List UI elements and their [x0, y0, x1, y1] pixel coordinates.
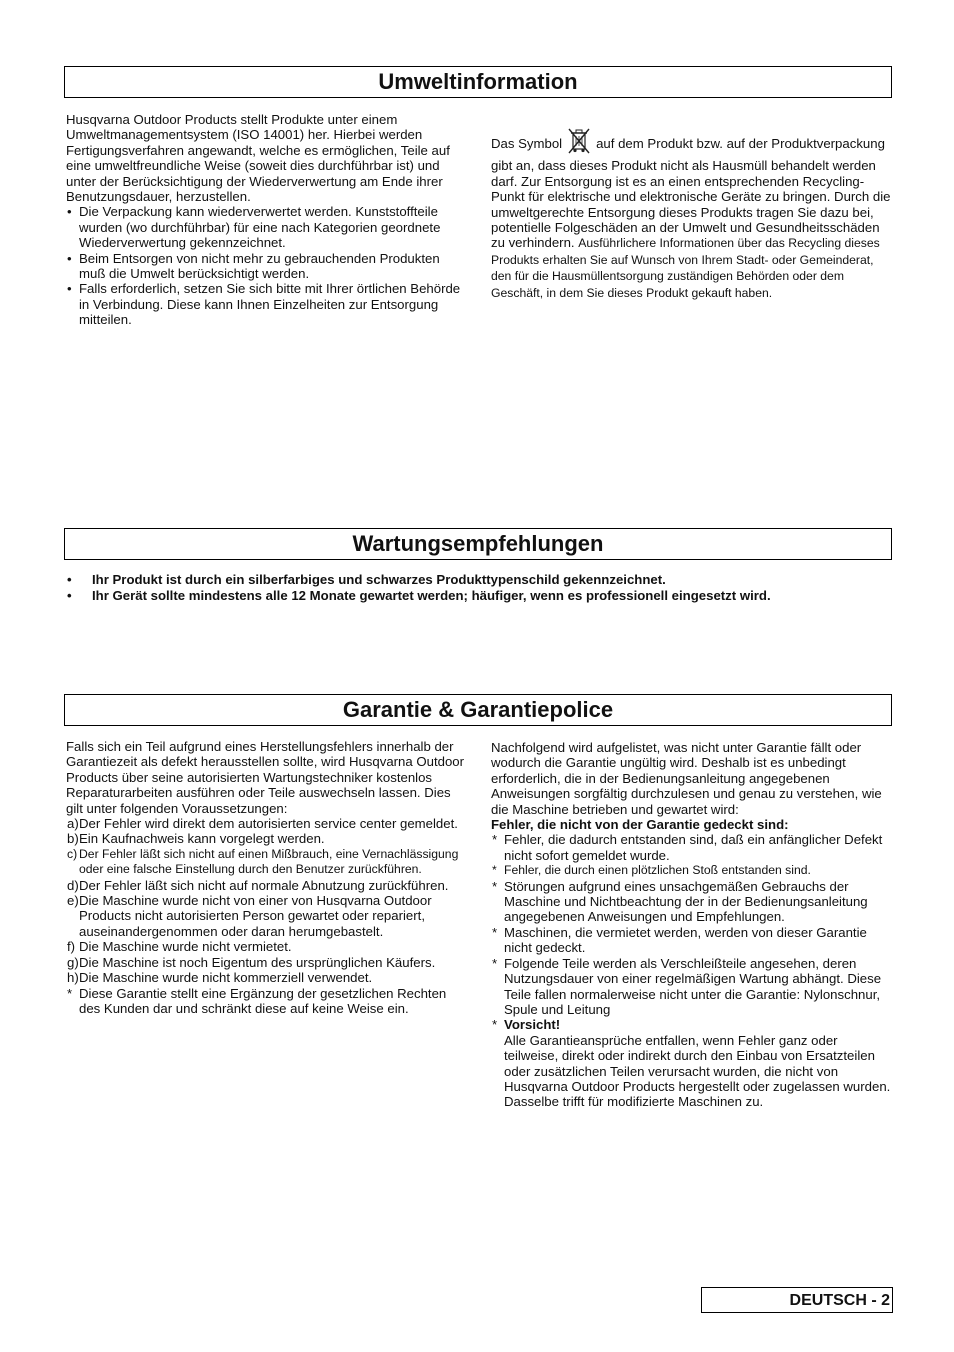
warranty-condition: * Diese Garantie stellt eine Ergänzung der gesetzlichen Rechten des Kunden dar und schränkt diese auf keine Weise ein. [67, 985, 447, 1016]
caution-heading: Vorsicht! [504, 1017, 561, 1033]
env-list-item: • Falls erforderlich, setzen Sie sich bitte mit Ihrer örtlichen Behörde in Verbindung. Diese kann Ihnen Einzelheiten zur Entsorgung mitteilen. [67, 281, 461, 328]
env-right-column [491, 127, 891, 301]
warranty-condition: c) Der Fehler läßt sich nicht auf einen Mißbrauch, eine Vernachlässigung oder eine falsche Einstellung durch den Benutzer zurückführen. [67, 846, 459, 877]
env-symbol-paragraph: Das Symbol auf dem Produkt bzw. auf der Produktverpackung gibt an, dass dieses Produkt nicht als Hausmüll behandelt werden darf. Zur Entsorgung ist es an einen entsprechenden Recycling-Punkt für elektrische und elektronische Geräte zu bringen. Durch die umweltgerechte Entsorgung dieses Produkts tragen Sie dazu bei, potentielle Folgeschäden an der Umwelt und Gesundheitsschäden zu verhindern. Ausführlichere Informationen über das Recycling dieses Produkts erhalten Sie auf Wunsch von Ihrem Stadt- oder Gemeinderat, den für die Hausmüllentsorgung zuständigen Behörden oder dem Geschäft, in dem Sie dieses Produkt gekauft haben. [491, 127, 891, 301]
warranty-condition: h) Die Maschine wurde nicht kommerziell verwendet. [67, 970, 373, 986]
warranty-caution: * Vorsicht! Alle Garantieansprüche entfallen, wenn Fehler ganz oder teilweise, direkt oder indirekt durch den Einbau von Ersatzteilen oder zusätzlichen Teilen verursacht wurden, die nicht von Husqvarna Outdoor Products hergestellt oder zugelassen wurden. Dasselbe trifft für modifizierte Maschinen zu. [492, 1017, 891, 1110]
warranty-condition: a) Der Fehler wird direkt dem autorisierten service center gemeldet. [67, 816, 458, 832]
warranty-condition: g) Die Maschine ist noch Eigentum des ursprünglichen Käufers. [67, 954, 436, 970]
page-footer-language-page: DEUTSCH - 2 [701, 1287, 893, 1313]
warranty-exclusions-heading: Fehler, die nicht von der Garantie gedeckt sind: [491, 817, 789, 833]
warranty-exclusions-intro: Nachfolgend wird aufgelistet, was nicht unter Garantie fällt oder wodurch die Garantie ungültig wird. Deshalb ist es unbedingt erforderlich, die in der Bedienungsanleitung angegebenen Anweisungen sorgfältig durchzulesen und genau zu verstehen, wie die Maschine betrieben und gewartet wird: [491, 740, 882, 817]
warranty-left-column [66, 739, 466, 1016]
env-left-column [66, 112, 466, 328]
section-title-maintenance: Wartungsempfehlungen [64, 528, 892, 560]
warranty-exclusion: * Fehler, die durch einen plötzlichen Stoß entstanden sind. [492, 863, 811, 878]
section-title-warranty: Garantie & Garantiepolice [64, 694, 892, 726]
section-title-environment: Umweltinformation [64, 66, 892, 98]
warranty-exclusion: * Fehler, die dadurch entstanden sind, daß ein anfänglicher Defekt nicht sofort gemeldet wurde. [492, 832, 883, 863]
env-intro: Husqvarna Outdoor Products stellt Produkte unter einem Umweltmanagementsystem (ISO 14001) her. Hierbei werden Fertigungsverfahren angewandt, welche es ermöglichen, Teile auf eine umweltfreundliche Weise (soweit dies durchführbar ist) und unter der Berücksichtigung der Wiederverwertung am Ende ihrer Benutzungsdauer, herzustellen. [66, 112, 450, 205]
warranty-intro: Falls sich ein Teil aufgrund eines Herstellungsfehlers innerhalb der Garantiezeit als defekt herausstellen sollte, wird Husqvarna Outdoor Products über seine autorisierten Wartungstechniker kostenlos Reparaturarbeiten ausführen oder Teile auswechseln lassen. Dies gilt unter folgenden Voraussetzungen: [66, 739, 465, 816]
warranty-right-column [491, 740, 891, 1110]
maintenance-item: • Ihr Produkt ist durch ein silberfarbiges und schwarzes Produkttypenschild gekennzeichnet. [67, 572, 666, 587]
caution-text: Alle Garantieansprüche entfallen, wenn Fehler ganz oder teilweise, direkt oder indirekt durch den Einbau von Ersatzteilen oder zusätzlichen Teilen verursacht wurden, die nicht von Husqvarna Outdoor Products hergestellt oder zugelassen wurden. Dasselbe trifft für modifizierte Maschinen zu. [504, 1032, 891, 1110]
warranty-condition: f) Die Maschine wurde nicht vermietet. [67, 939, 292, 955]
warranty-condition: d) Der Fehler läßt sich nicht auf normale Abnutzung zurückführen. [67, 877, 449, 893]
crossed-out-wheelie-bin-icon [566, 127, 592, 158]
maintenance-item: • Ihr Gerät sollte mindestens alle 12 Monate gewartet werden; häufiger, wenn es professionell eingesetzt wird. [67, 587, 771, 603]
warranty-condition: e) Die Maschine wurde nicht von einer von Husqvarna Outdoor Products nicht autorisierten Person gewartet oder repariert, auseinandergenommen oder daran herumgebastelt. [67, 893, 432, 939]
warranty-exclusion: * Folgende Teile werden als Verschleißteile angesehen, deren Nutzungsdauer von einer regelmäßigen Wartung abhängt. Diese Teile fallen normalerweise nicht unter die Garantie: Nylonschnur, Spule und Leitung [492, 955, 882, 1017]
env-list-item: • Die Verpackung kann wiederverwertet werden. Kunststoffteile wurden (wo durchführbar) für eine nach Kategorien geordnete Wiederverwertung gekennzeichnet. [67, 204, 441, 251]
maintenance-list [64, 572, 884, 603]
warranty-exclusion: * Maschinen, die vermietet werden, werden von dieser Garantie nicht gedeckt. [492, 924, 867, 956]
warranty-condition: b) Ein Kaufnachweis kann vorgelegt werden. [67, 831, 325, 847]
warranty-exclusion: * Störungen aufgrund eines unsachgemäßen Gebrauchs der Maschine und Nichtbeachtung der in der Bedienungsanleitung angegebenen Anweisungen und Empfehlungen. [492, 878, 868, 925]
env-list-item: • Beim Entsorgen von nicht mehr zu gebrauchenden Produkten muß die Umwelt berücksichtigt werden. [67, 250, 440, 282]
